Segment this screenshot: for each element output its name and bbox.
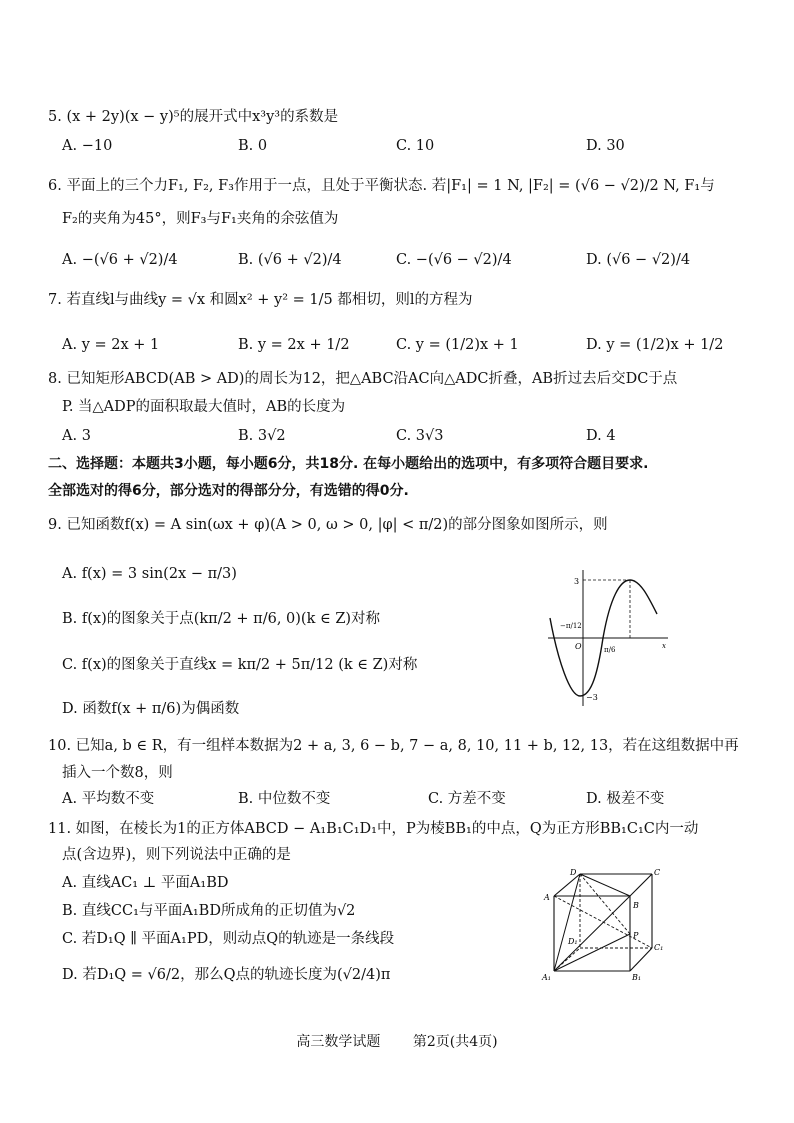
q10-option-c: C. 方差不变	[428, 791, 506, 807]
q8-option-a: A. 3	[62, 428, 91, 444]
diag-A1P	[554, 934, 630, 971]
diag-A1D	[554, 874, 580, 971]
q10-option-d: D. 极差不变	[586, 791, 665, 807]
q9-option-d: D. 函数f(x + π/6)为偶函数	[62, 701, 240, 717]
q7-option-c: C. y = (1/2)x + 1	[396, 337, 519, 353]
label-C1: C₁	[654, 943, 664, 952]
diag-A1B	[554, 896, 630, 971]
q11-option-b: B. 直线CC₁与平面A₁BD所成角的正切值为√2	[62, 903, 356, 919]
q5-option-a: A. −10	[62, 138, 113, 154]
q11-stem-line1: 11. 如图，在棱长为1的正方体ABCD − A₁B₁C₁D₁中，P为棱BB₁的中点，Q为正方形BB₁C₁C内一动	[48, 821, 699, 837]
page-footer	[0, 1031, 794, 1051]
q10-option-a: A. 平均数不变	[62, 791, 155, 807]
footer-subject: 高三数学试题	[296, 1034, 381, 1050]
label-x-pos: π/6	[604, 646, 616, 654]
label-B: B	[633, 901, 639, 910]
q9-sine-graph	[540, 566, 675, 716]
label-P: P	[633, 931, 639, 940]
edge-BC	[630, 874, 652, 896]
q10-option-b: B. 中位数不变	[238, 791, 331, 807]
q8-option-c: C. 3√3	[396, 428, 444, 444]
label-ymax: 3	[574, 577, 580, 586]
q6-option-b: B. (√6 + √2)/4	[238, 252, 342, 268]
label-D: D	[570, 868, 577, 877]
q7-stem: 7. 若直线l与曲线y = √x 和圆x² + y² = 1/5 都相切，则l的方程为	[48, 292, 473, 308]
q7-option-d: D. y = (1/2)x + 1/2	[586, 337, 724, 353]
q10-stem-line2: 插入一个数8，则	[62, 765, 173, 781]
q9-option-b: B. f(x)的图象关于点(kπ/2 + π/6, 0)(k ∈ Z)对称	[62, 611, 381, 627]
label-ymin: −3	[586, 693, 598, 702]
q8-stem-line1: 8. 已知矩形ABCD(AB > AD)的周长为12，把△ABC沿AC向△ADC折叠，AB折过去后交DC于点	[48, 371, 678, 387]
q6-option-d: D. (√6 − √2)/4	[586, 252, 691, 268]
q11-option-a: A. 直线AC₁ ⊥ 平面A₁BD	[62, 875, 229, 891]
label-x-neg: −π/12	[560, 622, 582, 630]
q11-cube-figure	[540, 866, 670, 984]
q11-stem-line2: 点(含边界)，则下列说法中正确的是	[62, 847, 291, 863]
q7-option-b: B. y = 2x + 1/2	[238, 337, 350, 353]
q8-stem-line2: P. 当△ADP的面积取最大值时，AB的长度为	[62, 399, 346, 415]
q6-option-c: C. −(√6 − √2)/4	[396, 252, 512, 268]
section2-heading-line1: 二、选择题：本题共3小题，每小题6分，共18分. 在每小题给出的选项中，有多项符合题目要求.	[48, 456, 649, 472]
q10-stem-line1: 10. 已知a, b ∈ R，有一组样本数据为2 + a, 3, 6 − b, 7 − a, 8, 10, 11 + b, 12, 13，若在这组数据中再	[48, 738, 739, 754]
label-B1: B₁	[632, 973, 642, 982]
edge-B1C1	[630, 948, 652, 971]
q6-option-a: A. −(√6 + √2)/4	[62, 252, 178, 268]
label-D1: D₁	[568, 937, 578, 946]
q6-stem-line2: F₂的夹角为45°，则F₃与F₁夹角的余弦值为	[62, 211, 339, 227]
label-A1: A₁	[542, 973, 551, 982]
label-origin: O	[575, 642, 582, 651]
q9-option-c: C. f(x)的图象关于直线x = kπ/2 + 5π/12 (k ∈ Z)对称	[62, 657, 418, 673]
diag-DB	[580, 874, 630, 896]
q8-option-d: D. 4	[586, 428, 616, 444]
q9-option-a: A. f(x) = 3 sin(2x − π/3)	[62, 566, 237, 582]
label-x-axis: x	[662, 642, 666, 650]
q5-option-b: B. 0	[238, 138, 268, 154]
q5-stem: 5. (x + 2y)(x − y)⁵的展开式中x³y³的系数是	[48, 109, 339, 125]
q7-option-a: A. y = 2x + 1	[62, 337, 160, 353]
footer-page-number: 第2页(共4页)	[412, 1034, 498, 1050]
q5-option-c: C. 10	[396, 138, 435, 154]
section2-heading-line2: 全部选对的得6分，部分选对的得部分分，有选错的得0分.	[48, 483, 409, 499]
label-A: A	[544, 893, 550, 902]
label-C: C	[654, 868, 661, 877]
q6-stem-line1: 6. 平面上的三个力F₁, F₂, F₃作用于一点，且处于平衡状态. 若|F₁| = 1 N, |F₂| = (√6 − √2)/2 N, F₁与	[48, 178, 715, 194]
q5-option-d: D. 30	[586, 138, 625, 154]
q9-stem: 9. 已知函数f(x) = A sin(ωx + φ)(A > 0, ω > 0, |φ| < π/2)的部分图象如图所示，则	[48, 517, 608, 533]
q8-option-b: B. 3√2	[238, 428, 286, 444]
edge-AD	[554, 874, 580, 896]
q11-option-c: C. 若D₁Q ∥ 平面A₁PD，则动点Q的轨迹是一条线段	[62, 931, 395, 947]
q11-option-d: D. 若D₁Q = √6/2，那么Q点的轨迹长度为(√2/4)π	[62, 967, 391, 983]
